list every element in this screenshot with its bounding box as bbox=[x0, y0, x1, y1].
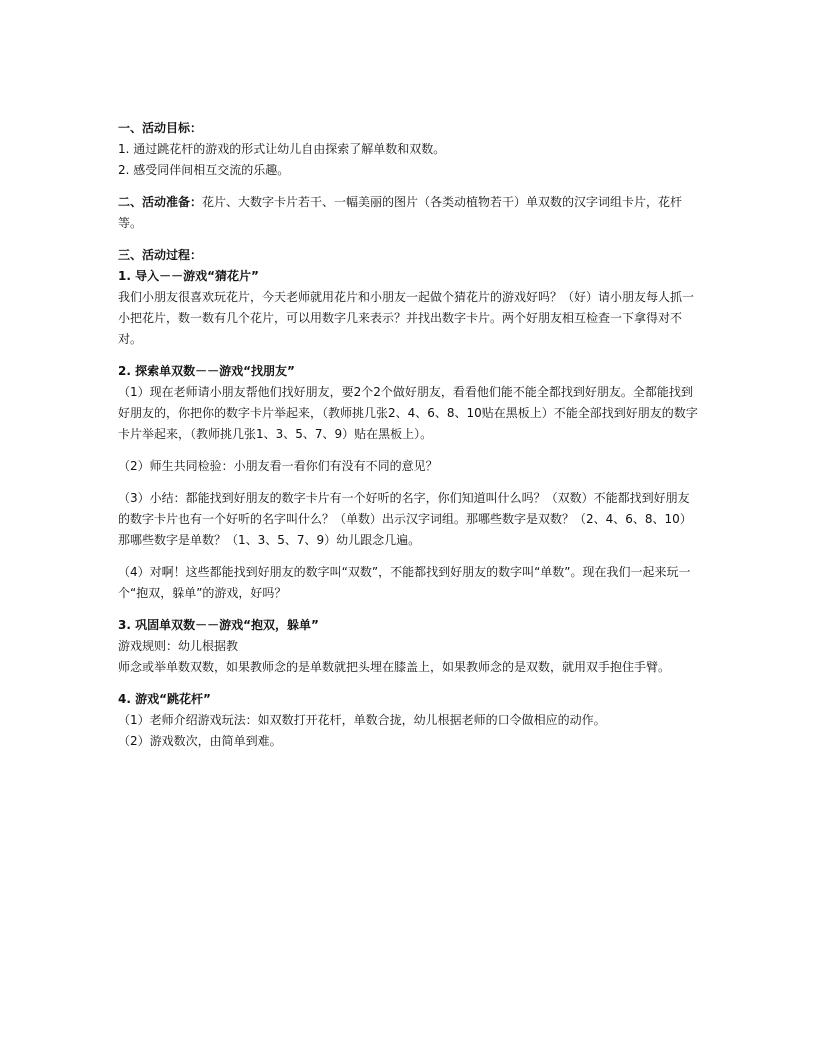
spacer bbox=[118, 350, 698, 361]
step3-text: 师念或举单数双数，如果教师念的是单数就把头埋在膝盖上，如果教师念的是双数，就用双手抱住手臂。 bbox=[118, 660, 671, 674]
document-content bbox=[118, 118, 698, 752]
step3-rule: 游戏规则：幼儿根据教 bbox=[118, 639, 239, 653]
step2-paragraph-4: （4）对啊！这些都能找到好朋友的数字叫“双数”，不能都找到好朋友的数字叫“单数”。现在我们一起来玩一个“抱双，躲单”的游戏，好吗？ bbox=[118, 565, 691, 600]
section-prep bbox=[118, 192, 698, 234]
spacer bbox=[118, 551, 698, 562]
step2-paragraph-3: （3）小结：都能找到好朋友的数字卡片有一个好听的名字，你们知道叫什么吗？（双数）不能都找到好朋友的数字卡片也有一个好听的名字叫什么？（单数）出示汉字词组。那哪些数字是双数？（2、4、6、8、10）那哪些数字是单数？（1、3、5、7、9）幼儿跟念几遍。 bbox=[118, 491, 692, 547]
step1-title: 1. 导入－－游戏“猜花片” bbox=[118, 269, 259, 283]
section-heading-prep: 二、活动准备： bbox=[118, 195, 203, 209]
step4-title: 4. 游戏“跳花杆” bbox=[118, 692, 211, 706]
step4-item-2: （2）游戏数次，由简单到难。 bbox=[118, 734, 282, 748]
spacer bbox=[118, 445, 698, 456]
spacer bbox=[118, 477, 698, 488]
step4-item-1: （1）老师介绍游戏玩法：如双数打开花杆，单数合拢，幼儿根据老师的口令做相应的动作。 bbox=[118, 713, 606, 727]
goal-item-1: 1. 通过跳花杆的游戏的形式让幼儿自由探索了解单数和双数。 bbox=[118, 142, 446, 156]
spacer bbox=[118, 234, 698, 245]
spacer bbox=[118, 181, 698, 192]
step2-title: 2. 探索单双数－－游戏“找朋友” bbox=[118, 364, 295, 378]
spacer bbox=[118, 604, 698, 615]
step3-title: 3. 巩固单双数－－游戏“抱双，躲单” bbox=[118, 618, 319, 632]
step2-paragraph-2: （2）师生共同检验：小朋友看一看你们有没有不同的意见？ bbox=[118, 459, 438, 473]
step1-text: 我们小朋友很喜欢玩花片，今天老师就用花片和小朋友一起做个猜花片的游戏好吗？（好）请小朋友每人抓一小把花片，数一数有几个花片，可以用数字几来表示？并找出数字卡片。两个好朋友相互检查一下拿得对不对。 bbox=[118, 290, 695, 346]
step2-paragraph-1: （1）现在老师请小朋友帮他们找好朋友，要2个2个做好朋友，看看他们能不能全都找到好朋友。全都能找到好朋友的，你把你的数字卡片举起来，（教师挑几张2、4、6、8、10贴在黑板上）不能全部找到好朋友的数字卡片举起来，（教师挑几张1、3、5、7、9）贴在黑板上）。 bbox=[118, 385, 698, 441]
spacer bbox=[118, 678, 698, 689]
prep-text: 花片、大数字卡片若干、一幅美丽的图片（各类动植物若干）单双数的汉字词组卡片，花杆等。 bbox=[118, 195, 683, 230]
goal-item-2: 2. 感受同伴间相互交流的乐趣。 bbox=[118, 163, 290, 177]
section-heading-process: 三、活动过程： bbox=[118, 248, 203, 262]
section-heading-goals: 一、活动目标： bbox=[118, 121, 203, 135]
